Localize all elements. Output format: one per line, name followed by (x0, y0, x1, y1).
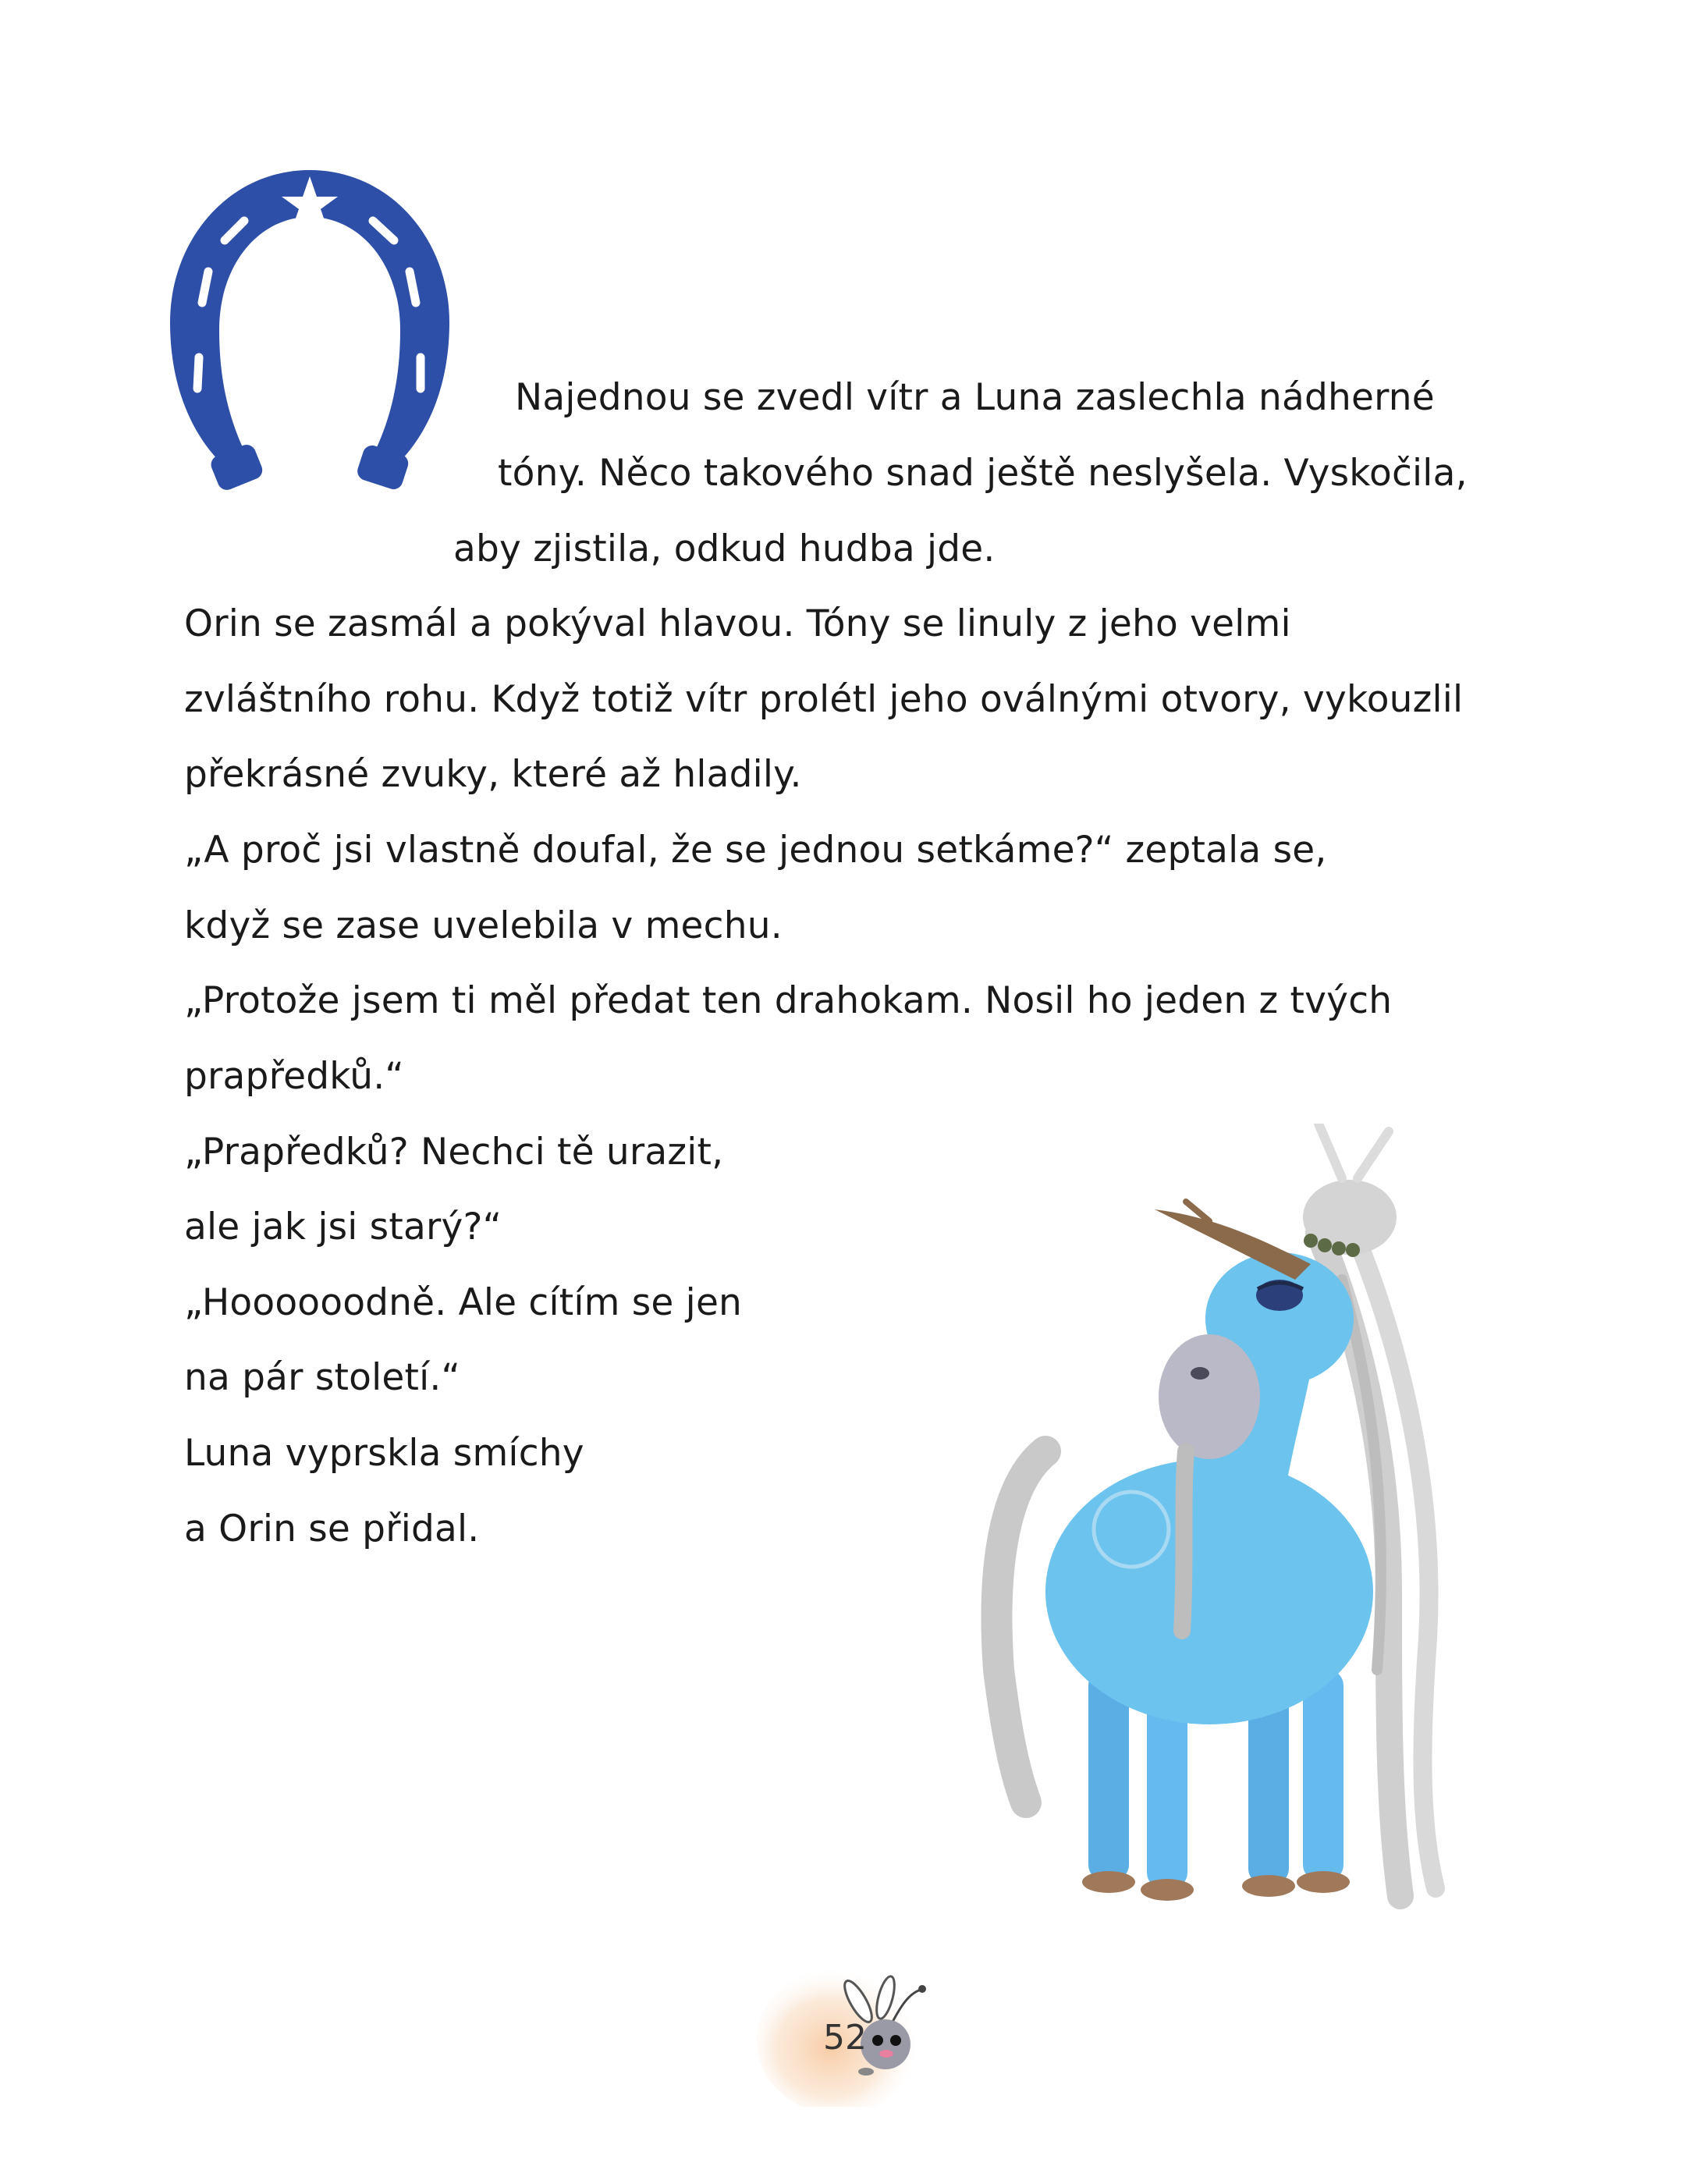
horseshoe-icon (158, 154, 461, 493)
text-line: aby zjistila, odkud hudba jde. (453, 527, 996, 570)
text-line: tóny. Něco takového snad ještě neslyšela. Vyskočila, (498, 452, 1468, 495)
page-number: 52 (823, 2018, 867, 2058)
text-line: „Protože jsem ti měl předat ten drahokam. Nosil ho jeden z tvých (184, 979, 1393, 1022)
text-line: „Prapředků? Nechci tě urazit, (184, 1131, 724, 1174)
unicorn-illustration (952, 1124, 1498, 1912)
text-line: prapředků.“ (184, 1055, 404, 1098)
text-line: když se zase uvelebila v mechu. (184, 904, 783, 947)
text-line: a Orin se přidal. (184, 1507, 480, 1550)
text-line: ale jak jsi starý?“ (184, 1206, 502, 1248)
text-line: Orin se zasmál a pokýval hlavou. Tóny se linuly z jeho velmi (184, 602, 1291, 645)
text-line: Luna vyprskla smíchy (184, 1432, 584, 1475)
text-line: „Hoooooodně. Ale cítím se jen (184, 1281, 743, 1324)
text-line: „A proč jsi vlastně doufal, že se jednou setkáme?“ zeptala se, (184, 829, 1327, 872)
text-line: na pár století.“ (184, 1356, 461, 1399)
text-line: překrásné zvuky, které až hladily. (184, 753, 802, 796)
text-line: zvláštního rohu. Když totiž vítr prolétl jeho oválnými otvory, vykouzlil (184, 678, 1464, 721)
text-line: Najednou se zvedl vítr a Luna zaslechla nádherné (515, 376, 1435, 419)
